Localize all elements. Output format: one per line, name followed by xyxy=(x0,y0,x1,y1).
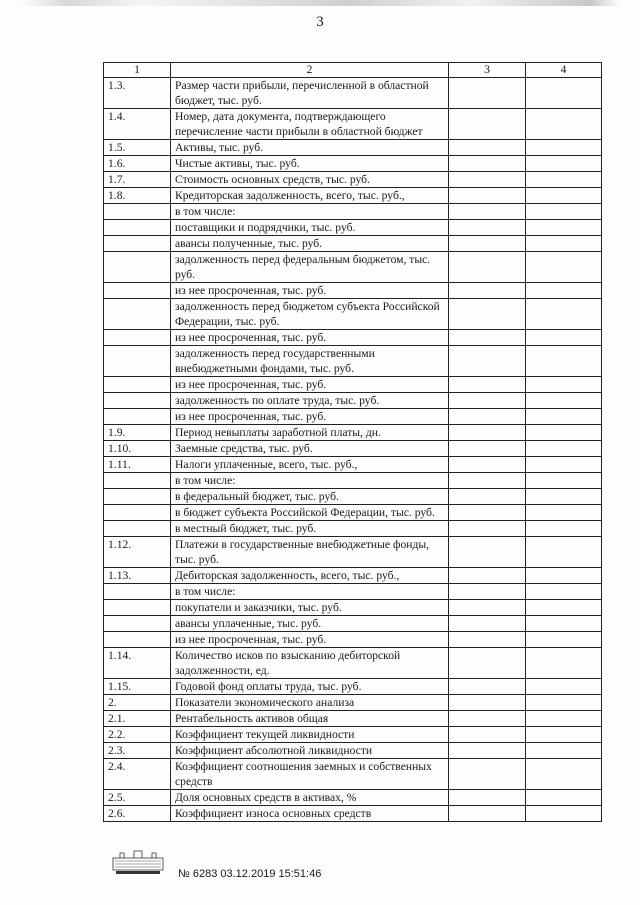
row-label: задолженность перед государственными внебюджетными фондами, тыс. руб. xyxy=(171,346,449,377)
value-cell xyxy=(449,425,526,441)
table-row xyxy=(104,743,602,759)
value-cell xyxy=(449,172,526,188)
row-number: 1.3. xyxy=(104,78,171,109)
table-row xyxy=(104,759,602,790)
table-row xyxy=(104,236,602,252)
value-cell xyxy=(449,759,526,790)
table-row xyxy=(104,346,602,377)
row-label: Заемные средства, тыс. руб. xyxy=(171,441,449,457)
row-number xyxy=(104,393,171,409)
row-label: Активы, тыс. руб. xyxy=(171,140,449,156)
row-label: задолженность по оплате труда, тыс. руб. xyxy=(171,393,449,409)
row-number: 2.5. xyxy=(104,790,171,806)
value-cell xyxy=(526,537,602,568)
row-label: покупатели и заказчики, тыс. руб. xyxy=(171,600,449,616)
value-cell xyxy=(449,505,526,521)
row-number xyxy=(104,299,171,330)
value-cell xyxy=(526,616,602,632)
value-cell xyxy=(449,393,526,409)
value-cell xyxy=(526,489,602,505)
row-label: Коэффициент абсолютной ликвидности xyxy=(171,743,449,759)
value-cell xyxy=(526,600,602,616)
row-number xyxy=(104,505,171,521)
value-cell xyxy=(526,743,602,759)
value-cell xyxy=(526,790,602,806)
row-label: в том числе: xyxy=(171,584,449,600)
row-number xyxy=(104,616,171,632)
row-label: в том числе: xyxy=(171,204,449,220)
value-cell xyxy=(449,584,526,600)
table-row xyxy=(104,711,602,727)
value-cell xyxy=(526,425,602,441)
value-cell xyxy=(449,521,526,537)
row-label: в том числе: xyxy=(171,473,449,489)
value-cell xyxy=(526,299,602,330)
column-header: 3 xyxy=(449,63,526,78)
row-label: Стоимость основных средств, тыс. руб. xyxy=(171,172,449,188)
table-row xyxy=(104,204,602,220)
value-cell xyxy=(526,568,602,584)
table-row xyxy=(104,695,602,711)
table-row xyxy=(104,521,602,537)
table-row xyxy=(104,140,602,156)
table-row xyxy=(104,330,602,346)
value-cell xyxy=(526,521,602,537)
row-label: поставщики и подрядчики, тыс. руб. xyxy=(171,220,449,236)
row-label: в федеральный бюджет, тыс. руб. xyxy=(171,489,449,505)
row-number: 1.4. xyxy=(104,109,171,140)
value-cell xyxy=(526,441,602,457)
value-cell xyxy=(526,188,602,204)
table-row xyxy=(104,252,602,283)
row-number xyxy=(104,220,171,236)
row-label: авансы полученные, тыс. руб. xyxy=(171,236,449,252)
row-number: 1.8. xyxy=(104,188,171,204)
row-number xyxy=(104,600,171,616)
value-cell xyxy=(449,78,526,109)
row-number xyxy=(104,252,171,283)
table-row xyxy=(104,727,602,743)
row-label: Чистые активы, тыс. руб. xyxy=(171,156,449,172)
table-row xyxy=(104,537,602,568)
value-cell xyxy=(526,283,602,299)
table-row xyxy=(104,505,602,521)
value-cell xyxy=(526,78,602,109)
value-cell xyxy=(449,616,526,632)
value-cell xyxy=(449,330,526,346)
value-cell xyxy=(449,600,526,616)
row-label: задолженность перед бюджетом субъекта Российской Федерации, тыс. руб. xyxy=(171,299,449,330)
value-cell xyxy=(526,711,602,727)
value-cell xyxy=(526,759,602,790)
row-label: Размер части прибыли, перечисленной в областной бюджет, тыс. руб. xyxy=(171,78,449,109)
table-row xyxy=(104,299,602,330)
value-cell xyxy=(526,236,602,252)
row-number: 2.2. xyxy=(104,727,171,743)
row-number xyxy=(104,236,171,252)
table-row xyxy=(104,489,602,505)
row-number: 1.5. xyxy=(104,140,171,156)
row-label: из нее просроченная, тыс. руб. xyxy=(171,377,449,393)
row-label: Коэффициент соотношения заемных и собственных средств xyxy=(171,759,449,790)
value-cell xyxy=(526,695,602,711)
row-label: Показатели экономического анализа xyxy=(171,695,449,711)
row-label: Платежи в государственные внебюджетные фонды, тыс. руб. xyxy=(171,537,449,568)
value-cell xyxy=(526,109,602,140)
value-cell xyxy=(449,441,526,457)
row-label: Количество исков по взысканию дебиторской задолженности, ед. xyxy=(171,648,449,679)
table-row xyxy=(104,283,602,299)
table-row xyxy=(104,441,602,457)
value-cell xyxy=(449,252,526,283)
value-cell xyxy=(449,473,526,489)
table-row xyxy=(104,568,602,584)
value-cell xyxy=(449,346,526,377)
value-cell xyxy=(526,204,602,220)
value-cell xyxy=(449,679,526,695)
table-row xyxy=(104,78,602,109)
row-number: 2.6. xyxy=(104,806,171,822)
table-row xyxy=(104,188,602,204)
value-cell xyxy=(526,172,602,188)
table-row xyxy=(104,806,602,822)
row-number xyxy=(104,377,171,393)
value-cell xyxy=(526,505,602,521)
value-cell xyxy=(449,283,526,299)
page-number: 3 xyxy=(316,14,324,30)
value-cell xyxy=(449,220,526,236)
row-number: 2. xyxy=(104,695,171,711)
row-number xyxy=(104,473,171,489)
scan-artifact xyxy=(20,0,620,6)
row-number: 2.4. xyxy=(104,759,171,790)
table-row xyxy=(104,172,602,188)
value-cell xyxy=(449,568,526,584)
value-cell xyxy=(449,743,526,759)
row-label: Дебиторская задолженность, всего, тыс. руб., xyxy=(171,568,449,584)
row-number: 1.12. xyxy=(104,537,171,568)
column-header: 1 xyxy=(104,63,171,78)
row-label: Доля основных средств в активах, % xyxy=(171,790,449,806)
value-cell xyxy=(449,790,526,806)
row-number: 2.3. xyxy=(104,743,171,759)
row-number xyxy=(104,489,171,505)
row-number xyxy=(104,409,171,425)
value-cell xyxy=(449,377,526,393)
value-cell xyxy=(526,377,602,393)
row-label: Налоги уплаченные, всего, тыс. руб., xyxy=(171,457,449,473)
row-label: Годовой фонд оплаты труда, тыс. руб. xyxy=(171,679,449,695)
row-number: 1.6. xyxy=(104,156,171,172)
table-row xyxy=(104,393,602,409)
row-number: 1.14. xyxy=(104,648,171,679)
row-number xyxy=(104,283,171,299)
table-header-row xyxy=(104,63,602,78)
value-cell xyxy=(526,727,602,743)
value-cell xyxy=(526,409,602,425)
value-cell xyxy=(449,632,526,648)
row-number xyxy=(104,204,171,220)
value-cell xyxy=(449,188,526,204)
value-cell xyxy=(449,299,526,330)
table-row xyxy=(104,109,602,140)
value-cell xyxy=(526,330,602,346)
column-header: 4 xyxy=(526,63,602,78)
row-label: авансы уплаченные, тыс. руб. xyxy=(171,616,449,632)
registration-number: № 6283 03.12.2019 15:51:46 xyxy=(178,868,322,880)
row-label: в местный бюджет, тыс. руб. xyxy=(171,521,449,537)
value-cell xyxy=(526,679,602,695)
table-row xyxy=(104,409,602,425)
row-number: 2.1. xyxy=(104,711,171,727)
table-row xyxy=(104,473,602,489)
row-number xyxy=(104,330,171,346)
table-row xyxy=(104,632,602,648)
table-row xyxy=(104,648,602,679)
row-label: из нее просроченная, тыс. руб. xyxy=(171,409,449,425)
value-cell xyxy=(449,711,526,727)
value-cell xyxy=(526,252,602,283)
table-row xyxy=(104,600,602,616)
row-number: 1.13. xyxy=(104,568,171,584)
value-cell xyxy=(526,806,602,822)
seal-logo xyxy=(112,848,164,876)
table-row xyxy=(104,616,602,632)
row-label: Номер, дата документа, подтверждающего перечисление части прибыли в областной бюджет xyxy=(171,109,449,140)
indicators-table xyxy=(103,62,602,822)
row-label: задолженность перед федеральным бюджетом, тыс. руб. xyxy=(171,252,449,283)
value-cell xyxy=(526,346,602,377)
value-cell xyxy=(449,727,526,743)
row-label: Коэффициент текущей ликвидности xyxy=(171,727,449,743)
value-cell xyxy=(526,457,602,473)
table-row xyxy=(104,220,602,236)
value-cell xyxy=(526,393,602,409)
row-label: Период невыплаты заработной платы, дн. xyxy=(171,425,449,441)
row-number xyxy=(104,521,171,537)
row-number: 1.11. xyxy=(104,457,171,473)
row-number: 1.7. xyxy=(104,172,171,188)
column-header: 2 xyxy=(171,63,449,78)
value-cell xyxy=(449,537,526,568)
row-number: 1.10. xyxy=(104,441,171,457)
table-row xyxy=(104,790,602,806)
table-row xyxy=(104,156,602,172)
row-number xyxy=(104,632,171,648)
row-label: в бюджет субъекта Российской Федерации, тыс. руб. xyxy=(171,505,449,521)
value-cell xyxy=(449,109,526,140)
table-row xyxy=(104,584,602,600)
value-cell xyxy=(526,140,602,156)
row-label: Кредиторская задолженность, всего, тыс. руб., xyxy=(171,188,449,204)
value-cell xyxy=(449,695,526,711)
value-cell xyxy=(526,220,602,236)
row-label: из нее просроченная, тыс. руб. xyxy=(171,632,449,648)
row-number xyxy=(104,584,171,600)
row-number: 1.9. xyxy=(104,425,171,441)
table-row xyxy=(104,457,602,473)
value-cell xyxy=(449,204,526,220)
value-cell xyxy=(526,584,602,600)
table-row xyxy=(104,377,602,393)
row-number: 1.15. xyxy=(104,679,171,695)
row-number xyxy=(104,346,171,377)
row-label: Коэффициент износа основных средств xyxy=(171,806,449,822)
row-label: из нее просроченная, тыс. руб. xyxy=(171,283,449,299)
row-label: из нее просроченная, тыс. руб. xyxy=(171,330,449,346)
value-cell xyxy=(449,156,526,172)
table-row xyxy=(104,679,602,695)
value-cell xyxy=(449,648,526,679)
value-cell xyxy=(526,648,602,679)
value-cell xyxy=(449,489,526,505)
value-cell xyxy=(449,236,526,252)
row-label: Рентабельность активов общая xyxy=(171,711,449,727)
value-cell xyxy=(526,632,602,648)
value-cell xyxy=(449,140,526,156)
value-cell xyxy=(526,156,602,172)
value-cell xyxy=(526,473,602,489)
table-row xyxy=(104,425,602,441)
value-cell xyxy=(449,409,526,425)
value-cell xyxy=(449,806,526,822)
value-cell xyxy=(449,457,526,473)
